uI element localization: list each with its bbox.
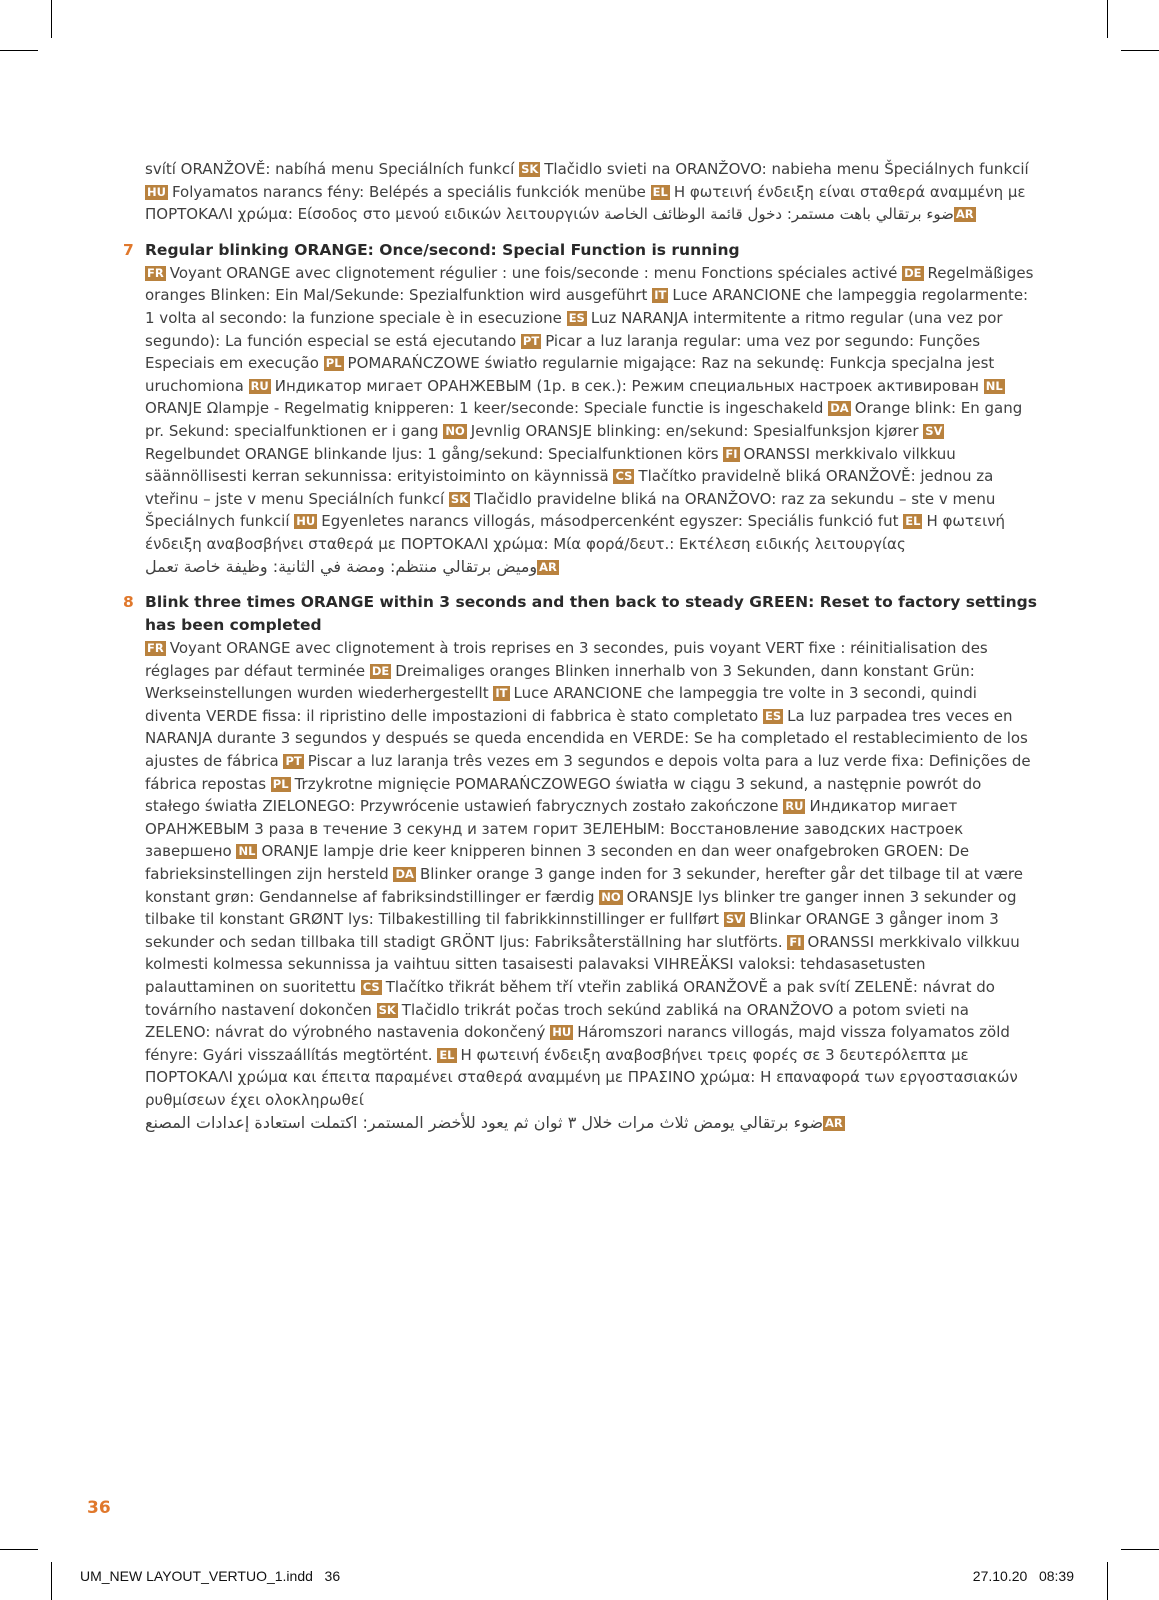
language-tag: DA <box>830 401 849 416</box>
language-entry <box>145 1112 849 1135</box>
language-tag: ES <box>765 708 782 723</box>
language-entry <box>145 160 514 178</box>
item-number: 7 <box>123 240 134 259</box>
crop-mark <box>1121 50 1159 51</box>
language-tag: NO <box>601 889 621 904</box>
arabic-line <box>145 1112 1037 1135</box>
language-entry <box>249 377 979 395</box>
language-entry <box>604 205 980 223</box>
status-item <box>123 239 1037 578</box>
language-tag: HU <box>296 514 316 529</box>
language-tag: SK <box>450 491 469 506</box>
entry-text: ORANSSI merkkivalo vilkkuu kolmesti kolmessa sekunnissa ja vaihtuu sitten tasaisesti palavaksi VIHREÄKSI valoksi: tehdasasetusten palauttaminen on suoritettu <box>145 932 1020 996</box>
page-number: 36 <box>87 1498 111 1518</box>
language-tag: FI <box>725 446 738 461</box>
language-tag: DA <box>395 867 414 882</box>
language-tag: PT <box>285 754 302 769</box>
language-tag: PL <box>325 356 342 371</box>
crop-mark <box>51 1562 52 1600</box>
entry-text: Индикатор мигает ОРАНЖЕВЫМ 3 раза в течение 3 секунд и затем горит ЗЕЛЕНЫМ: Восстановление заводских настроек завершено <box>145 797 964 861</box>
entry-text: svítí ORANŽOVĚ: nabíhá menu Speciálních funkcí <box>145 160 515 178</box>
crop-mark <box>0 50 38 51</box>
entry-text: Voyant ORANGE avec clignotement régulier : une fois/seconde : menu Fonctions spéciales activé <box>169 263 898 282</box>
slug-file-name: UM_NEW LAYOUT_VERTUO_1.indd 36 <box>80 1568 341 1584</box>
language-tag: ES <box>568 310 585 325</box>
language-entry <box>145 556 563 579</box>
entry-text: ORANSJE lys blinker tre ganger innen 3 sekunder og tilbake til konstant GRØNT lys: Tilbakestilling til fabrikkinnstillinger er fullført <box>145 887 1017 929</box>
language-tag: IT <box>654 288 667 303</box>
language-tag: HU <box>552 1025 572 1040</box>
crop-mark <box>0 1549 38 1550</box>
language-tag: RU <box>785 799 804 814</box>
crop-mark <box>1107 1562 1108 1600</box>
language-tag: PT <box>522 333 540 348</box>
crop-mark <box>51 0 52 38</box>
entry-text: Egyenletes narancs villogás, másodpercenként egyszer: Speciális funkció fut <box>321 512 899 531</box>
page-content <box>123 158 1037 1134</box>
entry-text: Η φωτεινή ένδειξη αναβοσβήνει τρεις φορές σε 3 δευτερόλεπτα με ΠΟΡΤΟΚΑΛΙ χρώμα και έπειτα παραμένει σταθερά αναμμένη με ΠΡΑΣΙΝΟ χρώμα: Η επαναφορά των εργοστασιακών ρυθμίσεων έχει ολοκληρωθεί <box>145 1045 1018 1109</box>
crop-mark <box>1121 1549 1159 1550</box>
entry-text: Η φωτεινή ένδειξη αναβοσβήνει σταθερά με ΠΟΡΤΟΚΑΛΙ χρώμα: Μία φορά/δευτ.: Εκτέλεση ειδικής λειτουργίας <box>145 512 1006 553</box>
entry-text: Dreimaliges oranges Blinken innerhalb von 3 Sekunden, dann konstant Grün: Werkseinstellungen wurden wiederhergestellt <box>145 661 975 703</box>
item-translations <box>145 262 1037 556</box>
language-tag: AR <box>539 559 557 574</box>
status-item <box>123 591 1037 1134</box>
language-tag: DE <box>904 265 922 280</box>
language-tag: NL <box>985 378 1003 393</box>
arabic-line <box>145 556 1037 579</box>
entry-text: Luce ARANCIONE che lampeggia regolarmente: 1 volta al secondo: la funzione speciale è in esecuzione <box>145 286 1029 327</box>
entry-text: ضوء برتقالي باهت مستمر: دخول قائمة الوظائف الخاصة <box>604 205 954 224</box>
entry-text: Háromszori narancs villogás, majd vissza folyamatos zöld fényre: Gyári visszaállítás megtörtént. <box>145 1023 1010 1064</box>
item-number: 8 <box>123 593 134 612</box>
language-tag: FI <box>789 934 802 949</box>
language-tag: RU <box>250 378 269 393</box>
language-tag: SK <box>378 1002 396 1017</box>
entry-text: Trzykrotne mignięcie POMARAŃCZOWEGO światła w ciągu 3 sekund, a następnie powrót do stałego światła ZIELONEGO: Przywrócenie ustawień fabrycznych zostało zakończone <box>145 774 982 816</box>
entry-text: ORANJE lampje drie keer knipperen binnen 3 seconden en dan weer onafgebroken GROEN: De fabrieksinstellingen zijn hersteld <box>145 842 970 884</box>
language-entry <box>145 183 646 201</box>
language-tag: CS <box>362 980 380 994</box>
entry-text: Luz NARANJA intermitente a ritmo regular (una vez por segundo): La función especial se está ejecutando <box>145 308 1003 350</box>
language-entry <box>294 512 898 530</box>
intro-paragraph <box>145 158 1037 226</box>
entry-text: Tlačítko pravidelně bliká ORANŽOVĚ: jednou za vteřinu – jste v menu Speciálních funkcí <box>145 467 994 508</box>
entry-text: ORANSSI merkkivalo vilkkuu säännöllisesti kerran sekunnissa: erityistoiminto on käynnissä <box>145 444 956 486</box>
language-tag: NO <box>445 423 465 438</box>
entry-text: Tlačidlo pravidelne bliká na ORANŽOVO: raz za sekundu – ste v menu Špeciálnych funkcií <box>145 489 996 531</box>
language-tag: FR <box>147 641 164 656</box>
entry-text: Tlačítko třikrát během tří vteřin zabliká ORANŽOVĚ a pak svítí ZELENĚ: návrat do továrního nastavení dokončen <box>145 978 995 1019</box>
language-entry <box>145 264 897 282</box>
item-title: Regular blinking ORANGE: Once/second: Special Function is running <box>145 240 740 259</box>
language-tag: NL <box>238 844 256 859</box>
entry-text: Luce ARANCIONE che lampeggia tre volte in 3 secondi, quindi diventa VERDE fissa: il ripristino delle impostazioni di fabbrica è stato completato <box>145 684 977 725</box>
language-tag: IT <box>495 686 508 701</box>
language-tag: HU <box>147 184 166 199</box>
entry-text: Blinkar ORANGE 3 gånger inom 3 sekunder och sedan tillbaka till stadigt GRÖNT ljus: Fabriksåterställning har slutförts. <box>145 910 999 951</box>
language-tag: SV <box>925 423 943 438</box>
entry-text: Piscar a luz laranja três vezes em 3 segundos e depois volta para a luz verde fixa: Definições de fábrica repostas <box>145 752 1031 793</box>
language-tag: SK <box>521 162 539 176</box>
item-list <box>123 239 1037 1134</box>
language-tag: EL <box>905 514 921 529</box>
entry-text: ضوء برتقالي يومض ثلاث مرات خلال ٣ ثوان ثم يعود للأخضر المستمر: اكتملت استعادة إعدادات المصنع <box>145 1112 824 1132</box>
entry-text: La luz parpadea tres veces en NARANJA durante 3 segundos y después se queda encendida en VERDE: Se ha completado el restablecimiento de los ajustes de fábrica <box>145 706 1028 771</box>
entry-text: POMARAŃCZOWE światło regularnie migające: Raz na sekundę: Funkcja specjalna jest uruchomiona <box>145 354 995 395</box>
language-tag: EL <box>439 1047 455 1062</box>
crop-mark <box>1107 0 1108 38</box>
item-title: Blink three times ORANGE within 3 seconds and then back to steady GREEN: Reset to factory settings has been completed <box>145 593 1037 635</box>
entry-text: ORANJE Ωlampje - Regelmatig knipperen: 1 keer/seconde: Speciale functie is ingeschakeld <box>145 399 824 418</box>
entry-text: Orange blink: En gang pr. Sekund: specialfunktionen er i gang <box>145 399 1023 440</box>
slug-date-time: 27.10.20 08:39 <box>972 1568 1074 1584</box>
language-entry <box>519 160 1029 178</box>
entry-text: Regelmäßiges oranges Blinken: Ein Mal/Sekunde: Spezialfunktion wird ausgeführt <box>145 263 1034 305</box>
entry-text: Folyamatos narancs fény: Belépés a speciális funkciók menübe <box>171 182 646 201</box>
language-tag: EL <box>652 184 668 199</box>
language-entry <box>443 422 918 440</box>
entry-text: Blinker orange 3 gange inden for 3 sekunder, herefter går det tilbage til at være konstant grøn: Gendannelse af fabriksindstillinger er færdig <box>145 865 1023 906</box>
language-tag: CS <box>615 469 633 484</box>
entry-text: Jevnlig ORANSJE blinking: en/sekund: Spesialfunksjon kjører <box>470 421 919 440</box>
entry-text: Regelbundet ORANGE blinkande ljus: 1 gång/sekund: Specialfunktionen körs <box>145 444 719 463</box>
entry-text: Tlačidlo svieti na ORANŽOVO: nabieha menu Špeciálnych funkcií <box>544 160 1029 178</box>
entry-text: Voyant ORANGE avec clignotement à trois reprises en 3 secondes, puis voyant VERT fixe : réinitialisation des réglages par défaut terminée <box>145 639 988 680</box>
language-tag: SV <box>725 912 744 927</box>
entry-text: Picar a luz laranja regular: uma vez por segundo: Funções Especiais em execução <box>145 331 981 373</box>
language-tag: AR <box>955 207 974 222</box>
item-translations <box>145 637 1037 1111</box>
entry-text: Индикатор мигает ОРАНЖЕВЫМ (1р. в сек.): Режим специальных настроек активирован <box>274 376 979 395</box>
language-tag: PL <box>272 776 289 791</box>
language-tag: AR <box>825 1115 843 1130</box>
language-tag: FR <box>147 265 164 280</box>
entry-text: Η φωτεινή ένδειξη είναι σταθερά αναμμένη με ΠΟΡΤΟΚΑΛΙ χρώμα: Είσοδος στο μενού ειδικών λειτουργιών <box>145 182 1026 224</box>
entry-text: Tlačidlo trikrát počas troch sekúnd zabliká na ORANŽOVO a potom svieti na ZELENO: návrat do výrobného nastavenia dokončený <box>145 1000 969 1042</box>
entry-text: وميض برتقالي منتظم: ومضة في الثانية: وظيفة خاصة تعمل <box>145 556 538 576</box>
language-tag: DE <box>371 663 390 678</box>
